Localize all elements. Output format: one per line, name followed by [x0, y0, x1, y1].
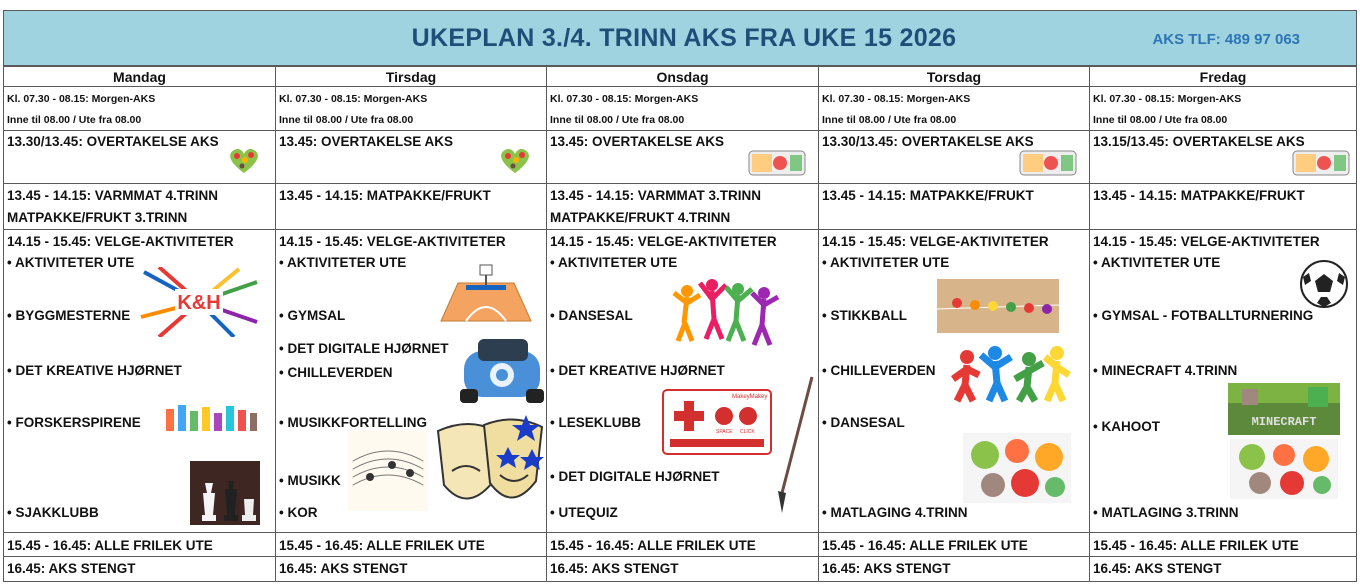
activity-item: • DANSESAL: [550, 308, 633, 323]
day-header: Torsdag: [819, 67, 1089, 87]
activity-list: [1090, 253, 1356, 533]
handover-row: [276, 132, 546, 184]
kh-logo-text: K&H: [177, 292, 221, 314]
morning-aks: Kl. 07.30 - 08.15: Morgen-AKS: [1093, 93, 1242, 105]
day-header: Fredag: [1090, 67, 1356, 87]
activity-list: [547, 253, 818, 533]
activity-item: • DET KREATIVE HJØRNET: [550, 363, 725, 378]
free-play-row: 15.45 - 16.45: ALLE FRILEK UTE: [4, 534, 275, 557]
choice-activities: 14.15 - 15.45: VELGE-AKTIVITETER: [1093, 234, 1320, 249]
day-header: Tirsdag: [276, 67, 546, 87]
activity-list: [819, 253, 1089, 533]
activity-item: • DET DIGITALE HJØRNET: [279, 341, 449, 356]
closed-row: 16.45: AKS STENGT: [1093, 561, 1222, 576]
free-play-row: 15.45 - 16.45: ALLE FRILEK UTE: [547, 534, 818, 557]
activity-item: • STIKKBALL: [822, 308, 907, 323]
colorful-figures-image: [949, 345, 1074, 403]
morning-aks: Kl. 07.30 - 08.15: Morgen-AKS: [279, 93, 428, 105]
healthy-food-image: [963, 433, 1071, 503]
day-header: Onsdag: [547, 67, 818, 87]
inside-outside: Inne til 08.00 / Ute fra 08.00: [1090, 110, 1356, 131]
makey-space-label: SPACE: [716, 429, 733, 435]
closed-row: 16.45: AKS STENGT: [822, 561, 951, 576]
header-banner: [3, 10, 1357, 66]
free-play-row: 15.45 - 16.45: ALLE FRILEK UTE: [1090, 534, 1356, 557]
science-tubes-image: [164, 401, 259, 433]
meal-row: [1090, 185, 1356, 230]
week-plan-table: [3, 66, 1357, 582]
activity-item: • AKTIVITETER UTE: [822, 255, 950, 270]
basketball-court-image: [436, 263, 536, 323]
handover-text: 13.30/13.45: OVERTAKELSE AKS: [7, 134, 219, 149]
activity-item: • MINECRAFT 4.TRINN: [1093, 363, 1238, 378]
closed-row: 16.45: AKS STENGT: [7, 561, 136, 576]
meal-line-2: MATPAKKE/FRUKT 4.TRINN: [550, 210, 731, 225]
healthy-food-image: [1230, 439, 1338, 499]
activity-item: • DET KREATIVE HJØRNET: [7, 363, 182, 378]
closed-row: 16.45: AKS STENGT: [279, 561, 408, 576]
activity-item: • MATLAGING 4.TRINN: [822, 505, 968, 520]
theater-masks-image: [434, 413, 549, 525]
morning-aks: Kl. 07.30 - 08.15: Morgen-AKS: [822, 93, 971, 105]
football-image: [1295, 259, 1353, 309]
robot-car-image: [456, 337, 546, 407]
inside-outside: Inne til 08.00 / Ute fra 08.00: [547, 110, 818, 131]
choice-activities: 14.15 - 15.45: VELGE-AKTIVITETER: [550, 234, 777, 249]
meal-line-2: MATPAKKE/FRUKT 3.TRINN: [7, 210, 188, 225]
activity-item: • LESEKLUBB: [550, 415, 641, 430]
closed-row: 16.45: AKS STENGT: [550, 561, 679, 576]
handover-row: [4, 132, 275, 184]
meal-row: [276, 185, 546, 230]
activity-item: • AKTIVITETER UTE: [1093, 255, 1221, 270]
meal-line-1: 13.45 - 14.15: VARMMAT 3.TRINN: [550, 188, 762, 203]
dancing-kids-image: [672, 273, 782, 353]
kh-building-logo: [139, 267, 259, 337]
activity-item: • DANSESAL: [822, 415, 905, 430]
activity-item: • MATLAGING 3.TRINN: [1093, 505, 1239, 520]
activity-item: • KAHOOT: [1093, 419, 1160, 434]
makey-makey-board-image: [662, 389, 772, 455]
phone-number: AKS TLF: 489 97 063: [1152, 31, 1300, 48]
choice-activities: 14.15 - 15.45: VELGE-AKTIVITETER: [822, 234, 1049, 249]
activity-item: • DET DIGITALE HJØRNET: [550, 469, 720, 484]
activity-item: • KOR: [279, 505, 318, 520]
makey-logo-text: MakeyMakey: [732, 394, 768, 400]
activity-item: • FORSKERSPIRENE: [7, 415, 141, 430]
activity-item: • AKTIVITETER UTE: [550, 255, 678, 270]
column-torsdag: [819, 67, 1090, 581]
activity-item: • MUSIKK: [279, 473, 341, 488]
activity-item: • GYMSAL - FOTBALLTURNERING: [1093, 308, 1314, 323]
handover-text: 13.45: OVERTAKELSE AKS: [279, 134, 454, 149]
meal-line-1: 13.45 - 14.15: VARMMAT 4.TRINN: [7, 188, 219, 203]
lunchbox-icon: [1292, 146, 1350, 176]
activity-item: • UTEQUIZ: [550, 505, 618, 520]
minecraft-logo-text: MINECRAFT: [1251, 415, 1317, 429]
free-play-row: 15.45 - 16.45: ALLE FRILEK UTE: [276, 534, 546, 557]
column-onsdag: [547, 67, 819, 581]
handover-text: 13.30/13.45: OVERTAKELSE AKS: [822, 134, 1034, 149]
fruit-heart-icon: [225, 146, 263, 174]
meal-line-1: 13.45 - 14.15: MATPAKKE/FRUKT: [279, 188, 491, 203]
activity-item: • CHILLEVERDEN: [279, 365, 393, 380]
fruit-heart-icon: [496, 146, 534, 174]
activity-list: [276, 253, 546, 533]
handover-row: [547, 132, 818, 184]
handover-text: 13.15/13.45: OVERTAKELSE AKS: [1093, 134, 1305, 149]
meal-line-1: 13.45 - 14.15: MATPAKKE/FRUKT: [1093, 188, 1305, 203]
handover-row: [1090, 132, 1356, 184]
meal-row: [819, 185, 1089, 230]
choice-activities: 14.15 - 15.45: VELGE-AKTIVITETER: [7, 234, 234, 249]
chess-image: [190, 461, 260, 525]
meal-row: [4, 185, 275, 230]
day-header: Mandag: [4, 67, 275, 87]
makey-click-label: CLICK: [740, 429, 755, 435]
lunchbox-icon: [1019, 146, 1077, 176]
column-fredag: [1090, 67, 1356, 581]
handover-text: 13.45: OVERTAKELSE AKS: [550, 134, 725, 149]
choice-activities: 14.15 - 15.45: VELGE-AKTIVITETER: [279, 234, 506, 249]
activity-item: • SJAKKLUBB: [7, 505, 99, 520]
inside-outside: Inne til 08.00 / Ute fra 08.00: [819, 110, 1089, 131]
paintbrush-image: [772, 375, 817, 515]
handover-row: [819, 132, 1089, 184]
minecraft-image: [1228, 383, 1340, 435]
morning-aks: Kl. 07.30 - 08.15: Morgen-AKS: [7, 93, 156, 105]
column-mandag: [4, 67, 276, 581]
column-tirsdag: [276, 67, 547, 581]
page-title: UKEPLAN 3./4. TRINN AKS FRA UKE 15 2026: [411, 24, 957, 52]
inside-outside: Inne til 08.00 / Ute fra 08.00: [276, 110, 546, 131]
activity-item: • BYGGMESTERNE: [7, 308, 131, 323]
morning-aks: Kl. 07.30 - 08.15: Morgen-AKS: [550, 93, 699, 105]
inside-outside: Inne til 08.00 / Ute fra 08.00: [4, 110, 275, 131]
dodgeball-gym-image: [937, 279, 1059, 333]
free-play-row: 15.45 - 16.45: ALLE FRILEK UTE: [819, 534, 1089, 557]
meal-row: [547, 185, 818, 230]
lunchbox-icon: [748, 146, 806, 176]
activity-item: • AKTIVITETER UTE: [7, 255, 135, 270]
activity-item: • GYMSAL: [279, 308, 346, 323]
music-notes-image: [348, 431, 428, 511]
activity-item: • MUSIKKFORTELLING: [279, 415, 427, 430]
meal-line-1: 13.45 - 14.15: MATPAKKE/FRUKT: [822, 188, 1034, 203]
activity-item: • CHILLEVERDEN: [822, 363, 936, 378]
activity-list: [4, 253, 275, 533]
activity-item: • AKTIVITETER UTE: [279, 255, 407, 270]
